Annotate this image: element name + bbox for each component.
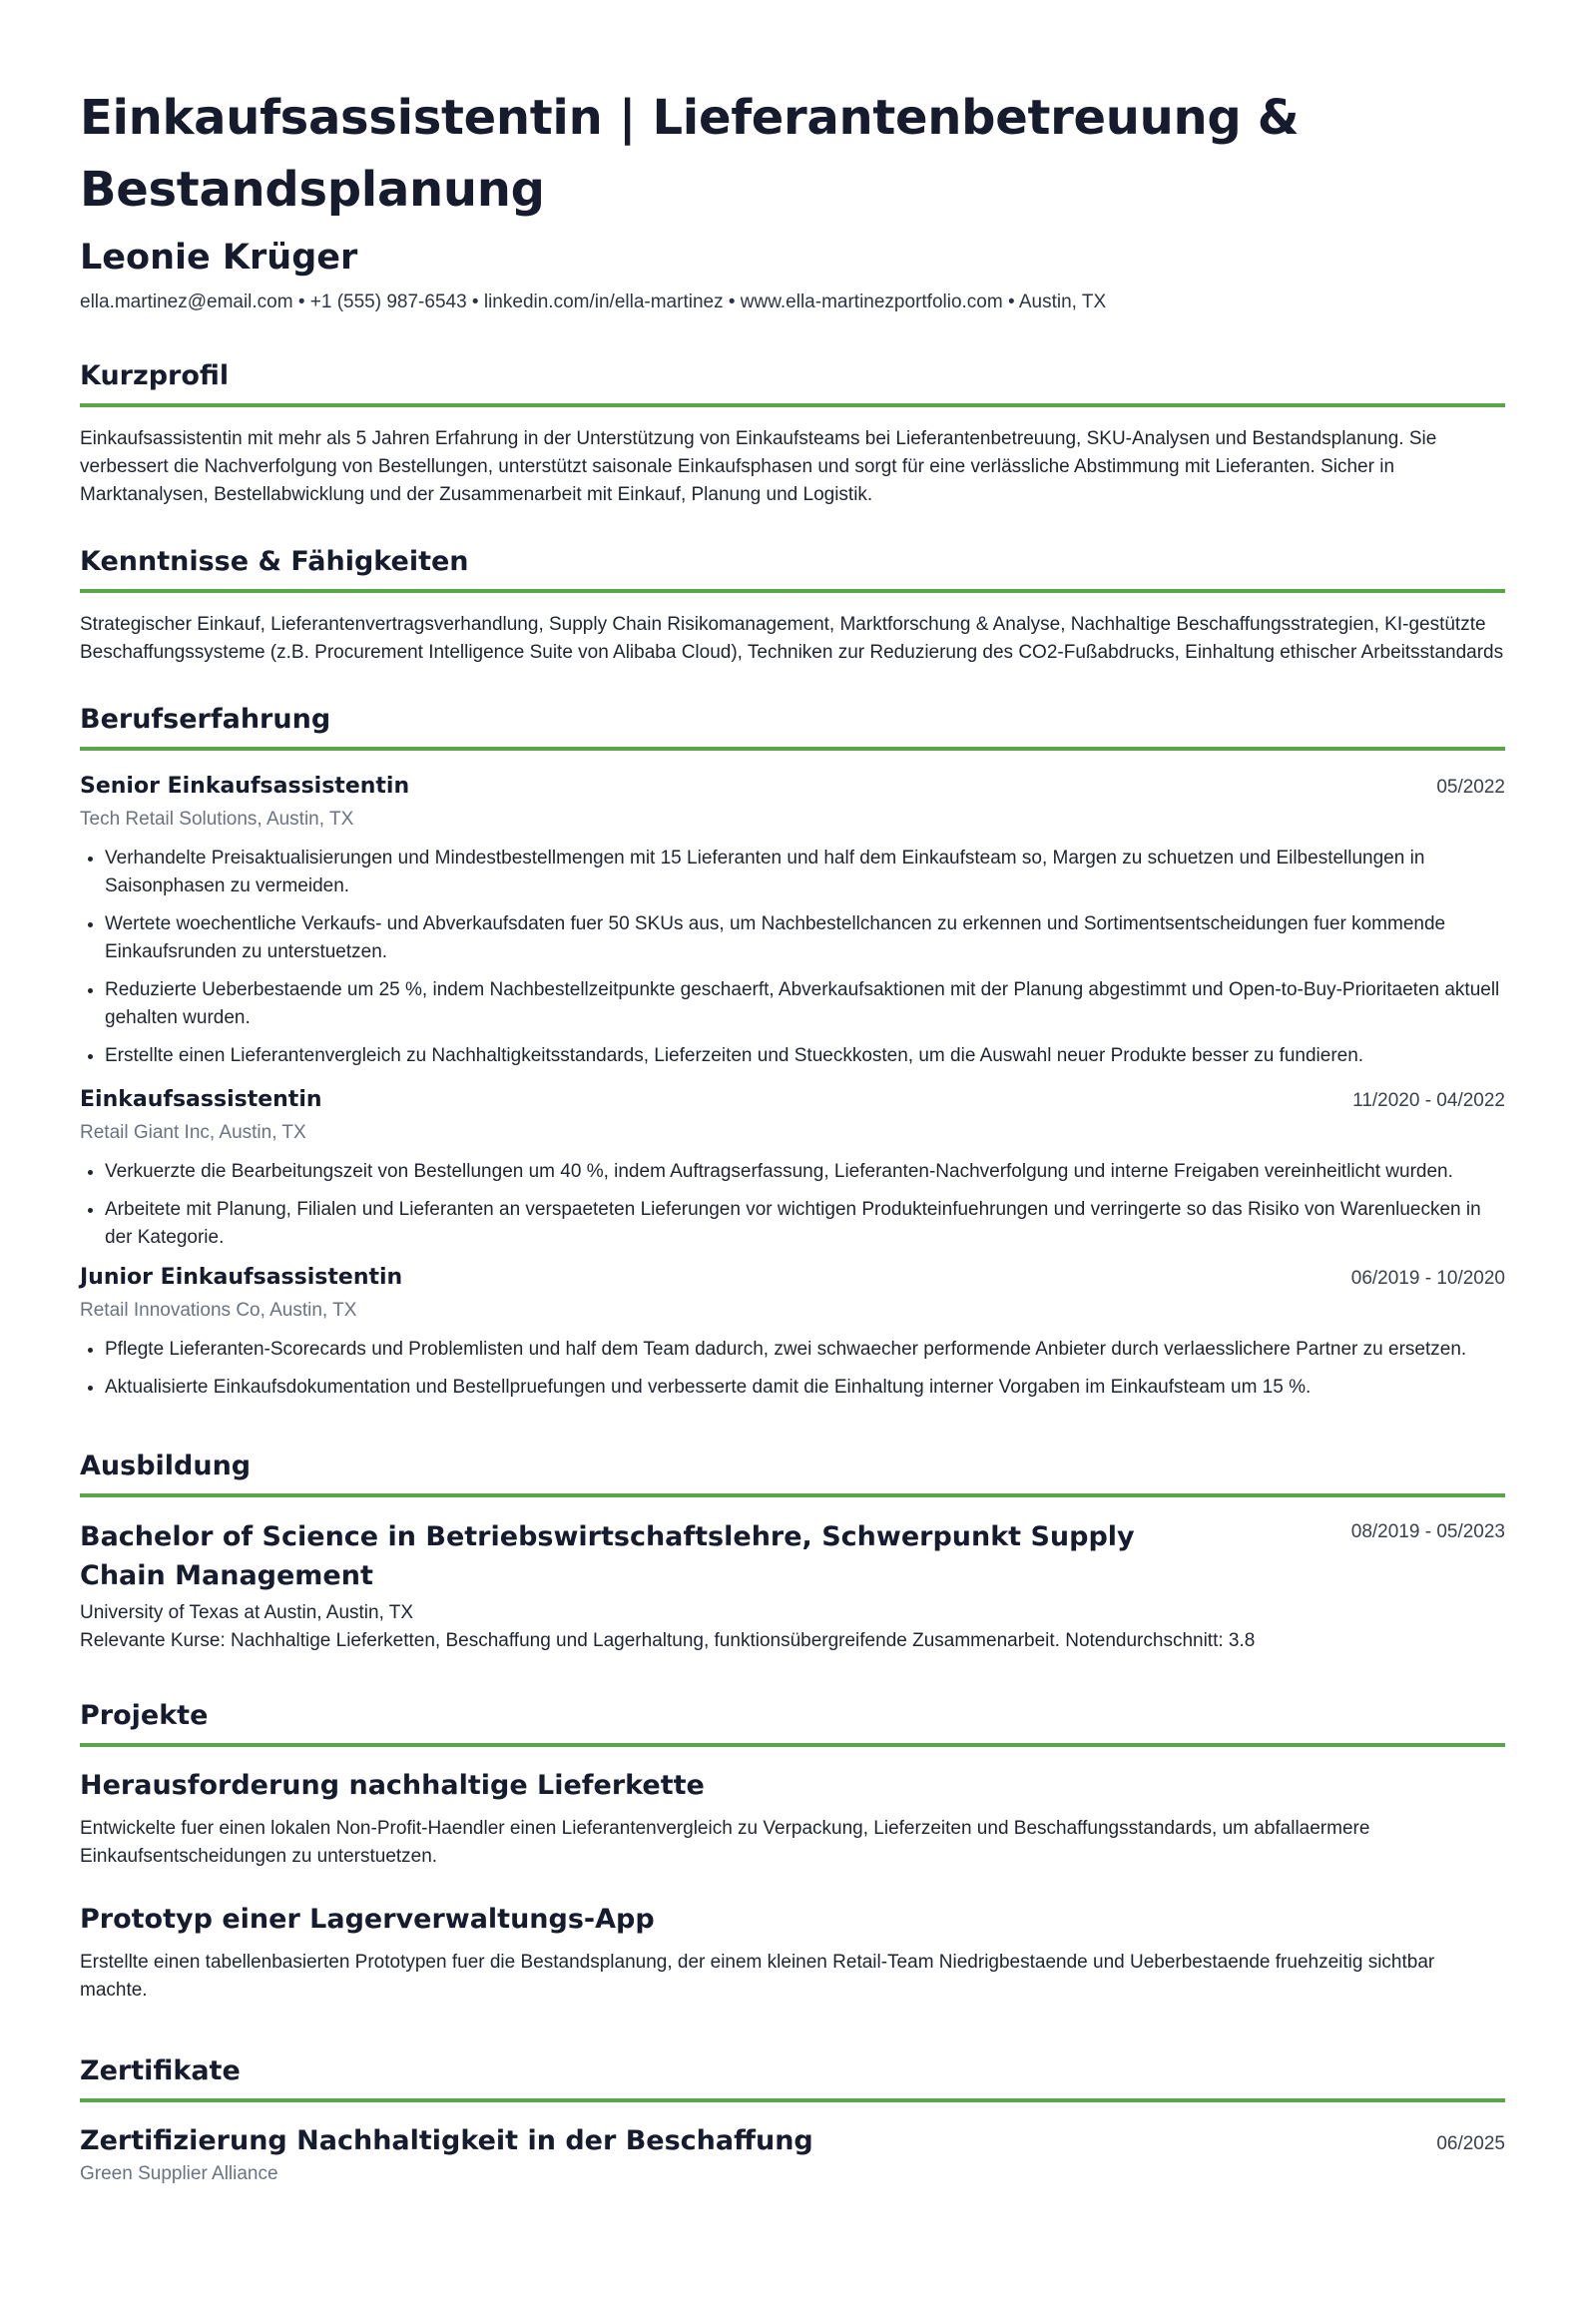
resume-headline: Einkaufsassistentin | Lieferantenbetreuung & Bestandsplanung [80,90,1300,218]
job-date: 06/2019 - 10/2020 [1350,1268,1505,1289]
certificate-issuer: Green Supplier Alliance [80,2163,278,2184]
project-description: Entwickelte fuer einen lokalen Non-Profit-Haendler einen Lieferantenvergleich zu Verpackung, Lieferzeiten und Beschaffungsstandards, um abfallaermere Einkaufsentscheidungen zu unterstuetzen. [80,1818,1370,1867]
contact-line: ella.martinez@email.com • +1 (555) 987-6543 • linkedin.com/in/ella-martinez • www.ella-martinezportfolio.com • Austin, TX [80,291,1107,312]
job-bullet: • Arbeitete mit Planung, Filialen und Lieferanten an verspaeteten Lieferungen vor wichtigen Produkteinfuehrungen und verringerte so das Risiko von Warenluecken in der Kategorie. [105,1196,1505,1252]
job-bullet: • Verkuerzte die Bearbeitungszeit von Bestellungen um 40 %, indem Auftragserfassung, Lieferanten-Nachverfolgung und interne Freigaben vereinheitlicht wurden. [105,1158,1505,1186]
education-date: 08/2019 - 05/2023 [1350,1521,1505,1542]
project-description: Erstellte einen tabellenbasierten Prototypen fuer die Bestandsplanung, der einem kleinen Retail-Team Niedrigbestaende und Ueberbestaende fruehzeitig sichtbar machte. [80,1952,1435,2001]
education-courses: Relevante Kurse: Nachhaltige Lieferketten, Beschaffung und Lagerhaltung, funktionsübergreifende Zusammenarbeit. Notendurchschnitt: 3.8 [80,1630,1256,1651]
candidate-name: Leonie Krüger [80,238,358,278]
section-projects [80,1697,1505,2005]
section-skills [80,543,1505,667]
job-company: Retail Giant Inc, Austin, TX [80,1122,306,1143]
section-title-education: Ausbildung [80,1448,1505,1497]
section-title-profile: Kurzprofil [80,357,1505,407]
job-company: Tech Retail Solutions, Austin, TX [80,809,354,830]
job-title: Junior Einkaufsassistentin [80,1265,403,1290]
profile-text: Einkaufsassistentin mit mehr als 5 Jahren Erfahrung in der Unterstützung von Einkaufsteams bei Lieferantenbetreuung, SKU-Analysen und Bestandsplanung. Sie verbessert die Nachverfolgung von Bestellungen, unterstützt saisonale Einkaufsphasen und sorgt für eine verlässliche Abstimmung mit Lieferanten. Sicher in Marktanalysen, Bestellabwicklung und der Zusammenarbeit mit Einkauf, Planung und Logistik. [80,428,1437,505]
job-bullet: • Verhandelte Preisaktualisierungen und Mindestbestellmengen mit 15 Lieferanten und half dem Einkaufsteam so, Margen zu schuetzen und Eilbestellungen in Saisonphasen zu vermeiden. [105,845,1505,900]
resume-page [0,82,1585,2188]
section-title-experience: Berufserfahrung [80,701,1505,751]
certificate-title: Zertifizierung Nachhaltigkeit in der Beschaffung [80,2125,813,2156]
job-bullets [80,1158,1505,1252]
job-entry [80,1084,1505,1252]
job-entry [80,1262,1505,1402]
job-bullet: • Pflegte Lieferanten-Scorecards und Problemlisten und half dem Team dadurch, zwei schwaecher performende Anbieter durch verlaesslichere Partner zu ersetzen. [105,1336,1505,1364]
job-bullet: • Aktualisierte Einkaufsdokumentation und Bestellpruefungen und verbesserte damit die Einhaltung interner Vorgaben im Einkaufsteam um 15 %. [105,1374,1505,1402]
job-bullets [80,1336,1505,1402]
section-education [80,1448,1505,1655]
school-name: University of Texas at Austin, Austin, TX [80,1602,414,1623]
project-title: Prototyp einer Lagerverwaltungs-App [80,1904,655,1935]
section-certificates [80,2052,1505,2188]
job-entry [80,771,1505,1070]
section-experience [80,701,1505,1402]
section-title-projects: Projekte [80,1697,1505,1747]
job-bullet: • Erstellte einen Lieferantenvergleich zu Nachhaltigkeitsstandards, Lieferzeiten und Stueckkosten, um die Auswahl neuer Produkte besser zu fundieren. [105,1042,1505,1070]
certificate-date: 06/2025 [1436,2133,1505,2154]
section-title-certificates: Zertifikate [80,2052,1505,2102]
job-date: 05/2022 [1436,777,1505,798]
job-title: Senior Einkaufsassistentin [80,774,410,799]
degree-title: Bachelor of Science in Betriebswirtschaftslehre, Schwerpunkt Supply Chain Management [80,1521,1135,1591]
job-bullet: • Reduzierte Ueberbestaende um 25 %, indem Nachbestellzeitpunkte geschaerft, Abverkaufsaktionen mit der Planung abgestimmt und Open-to-Buy-Prioritaeten aktuell gehalten wurden. [105,976,1505,1032]
section-profile [80,357,1505,509]
skills-text: Strategischer Einkauf, Lieferantenvertragsverhandlung, Supply Chain Risikomanagement, Marktforschung & Analyse, Nachhaltige Beschaffungsstrategien, KI-gestützte Beschaffungssysteme (z.B. Procurement Intelligence Suite von Alibaba Cloud), Techniken zur Reduzierung des CO2-Fußabdrucks, Einhaltung ethischer Arbeitsstandards [80,614,1504,663]
section-title-skills: Kenntnisse & Fähigkeiten [80,543,1505,593]
job-date: 11/2020 - 04/2022 [1352,1090,1505,1111]
job-bullets [80,845,1505,1070]
job-bullet: • Wertete woechentliche Verkaufs- und Abverkaufsdaten fuer 50 SKUs aus, um Nachbestellchancen zu erkennen und Sortimentsentscheidungen fuer kommende Einkaufsrunden zu unterstuetzen. [105,910,1505,966]
project-title: Herausforderung nachhaltige Lieferkette [80,1770,705,1801]
job-company: Retail Innovations Co, Austin, TX [80,1300,357,1321]
job-title: Einkaufsassistentin [80,1087,322,1112]
